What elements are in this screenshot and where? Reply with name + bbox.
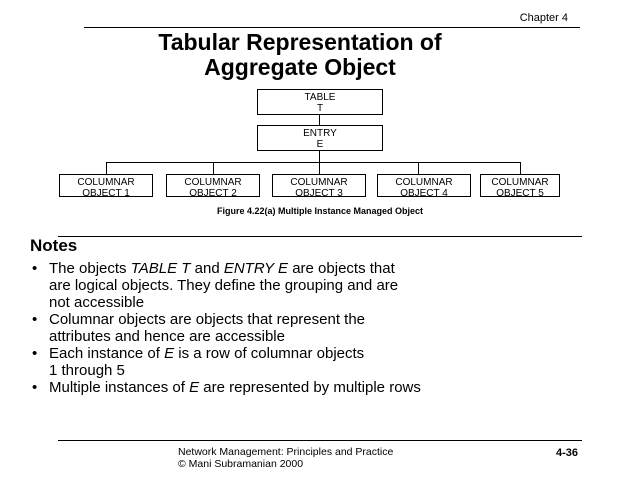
bullet-line [49, 345, 638, 362]
notes-rule [58, 236, 582, 237]
title-line-1: Tabular Representation of [158, 29, 442, 55]
bullet-line [49, 379, 638, 396]
notes-heading: Notes [30, 236, 78, 255]
bullet-term: TABLE T [130, 260, 191, 277]
notes-bullet-4 [32, 379, 638, 396]
table-box-line-1: TABLE [304, 92, 336, 103]
entry-box [257, 125, 383, 151]
bullet-continuation-line: are logical objects. They define the grouping and are [49, 277, 399, 294]
column-bus-line [106, 162, 520, 163]
bullet-dot-icon: • [32, 260, 38, 277]
bullet-dot-icon: • [32, 311, 38, 328]
column-5-line-1: COLUMNAR [491, 177, 549, 188]
footer-credit [178, 446, 393, 470]
columnar-object-5-box [480, 174, 560, 197]
page-number: 4-36 [556, 447, 579, 459]
column-3-line-1: COLUMNAR [290, 177, 348, 188]
bullet-term: E [164, 345, 175, 362]
table-box-line-2: T [316, 103, 324, 114]
footer-rule [58, 440, 582, 441]
bullet-text: is a row of columnar objects [174, 345, 365, 362]
column-3-line-2: OBJECT 3 [295, 188, 343, 199]
bullet-text: Multiple instances of [49, 379, 190, 396]
bullet-text: Columnar objects are objects that represent the [49, 311, 366, 328]
connector-entry-bus [319, 151, 320, 162]
table-box [257, 89, 383, 115]
header-rule [84, 27, 580, 28]
notes-bullet-1 [32, 260, 638, 311]
bullet-text: The objects [49, 260, 131, 277]
column-2-line-2: OBJECT 2 [189, 188, 237, 199]
bullet-text: and [190, 260, 224, 277]
connector-column-4 [418, 162, 419, 174]
footer-book-title: Network Management: Principles and Practice [178, 446, 394, 458]
title-line-2: Aggregate Object [204, 54, 396, 80]
bullet-continuation-line: not accessible [49, 294, 145, 311]
bullet-dot-icon: • [32, 345, 38, 362]
column-1-line-1: COLUMNAR [77, 177, 135, 188]
columnar-object-3-box [272, 174, 366, 197]
bullet-continuation-line: attributes and hence are accessible [49, 328, 285, 345]
bullet-dot-icon: • [32, 379, 38, 396]
notes-bullet-3 [32, 345, 638, 379]
bullet-line [49, 260, 638, 277]
notes-bullet-list [32, 260, 638, 396]
notes-bullet-2 [32, 311, 638, 345]
bullet-text: Each instance of [49, 345, 165, 362]
column-1-line-2: OBJECT 1 [82, 188, 130, 199]
connector-column-3 [319, 162, 320, 174]
connector-column-2 [213, 162, 214, 174]
connector-column-1 [106, 162, 107, 174]
figure-caption: Figure 4.22(a) Multiple Instance Managed Object [216, 206, 424, 216]
columnar-object-1-box [59, 174, 153, 197]
entry-box-line-2: E [316, 139, 324, 150]
footer-copyright: © Mani Subramanian 2000 [178, 458, 304, 470]
column-5-line-2: OBJECT 5 [496, 188, 544, 199]
connector-table-entry [319, 115, 320, 125]
columnar-object-2-box [166, 174, 260, 197]
bullet-line [49, 311, 638, 328]
bullet-text: are objects that [288, 260, 395, 277]
connector-column-5 [520, 162, 521, 174]
column-4-line-1: COLUMNAR [395, 177, 453, 188]
column-4-line-2: OBJECT 4 [400, 188, 448, 199]
bullet-term: ENTRY E [223, 260, 289, 277]
bullet-text: are represented by multiple rows [199, 379, 421, 396]
bullet-continuation-line: 1 through 5 [49, 362, 125, 379]
chapter-label: Chapter 4 [519, 12, 568, 24]
bullet-term: E [189, 379, 200, 396]
columnar-object-4-box [377, 174, 471, 197]
slide-title [0, 30, 600, 80]
column-2-line-1: COLUMNAR [184, 177, 242, 188]
entry-box-line-1: ENTRY [303, 128, 337, 139]
